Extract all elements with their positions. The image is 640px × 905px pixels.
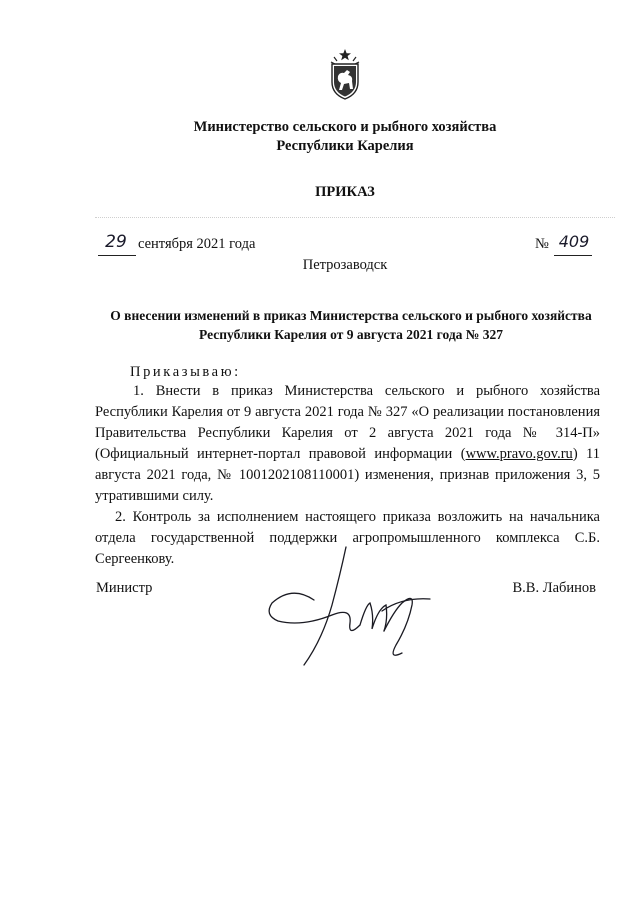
- paragraph-1-text-a: 1. Внести в приказ Министерства сельского и рыбного хозяйства Республики Карелия от 9 августа 2021 года № 327 «О реализации постановления Правительства Республики Карелия от 2 августа 2021 года № 314-П» (Официальный интернет-портал правовой информации (: [95, 383, 600, 462]
- paragraph-1: [95, 381, 600, 507]
- organization-name-line2: Республики Карелия: [276, 138, 414, 154]
- scan-artifact-line: [95, 217, 615, 219]
- paragraph-1-text-b: ) 11 августа 2021 года, № 1001202108110001) изменения, признав приложения 3, 5 утратившими силу.: [95, 446, 601, 504]
- date-month-year: сентября 2021 года: [138, 236, 256, 252]
- paragraph-2: 2. Контроль за исполнением настоящего приказа возложить на начальника отдела государственной поддержки агропромышленного комплекса С.Б. Сергеенкову.: [95, 509, 600, 567]
- organization-name-line1: Министерство сельского и рыбного хозяйства: [193, 119, 497, 135]
- document-type: ПРИКАЗ: [315, 184, 375, 200]
- number-label: №: [535, 236, 549, 252]
- city: Петрозаводск: [302, 257, 388, 273]
- document-number-handwritten: 409: [558, 232, 590, 251]
- document-body: [95, 381, 600, 570]
- karelia-coat-of-arms-icon: [328, 48, 362, 100]
- organization-name: [0, 118, 640, 156]
- pravo-gov-link[interactable]: www.pravo.gov.ru: [465, 446, 573, 462]
- decree-word: Приказываю:: [130, 364, 241, 380]
- date-day-underline: [98, 255, 136, 256]
- signer-name: В.В. Лабинов: [512, 580, 596, 596]
- date-number-row: [96, 232, 601, 258]
- date-day-handwritten: 29: [105, 232, 127, 252]
- subject-line2: Республики Карелия от 9 августа 2021 года № 327: [199, 327, 503, 342]
- document-subject: [90, 306, 612, 344]
- number-underline: [554, 255, 592, 256]
- handwritten-signature-icon: [262, 545, 437, 675]
- signer-title: Министр: [96, 580, 153, 596]
- subject-line1: О внесении изменений в приказ Министерства сельского и рыбного хозяйства: [110, 308, 592, 323]
